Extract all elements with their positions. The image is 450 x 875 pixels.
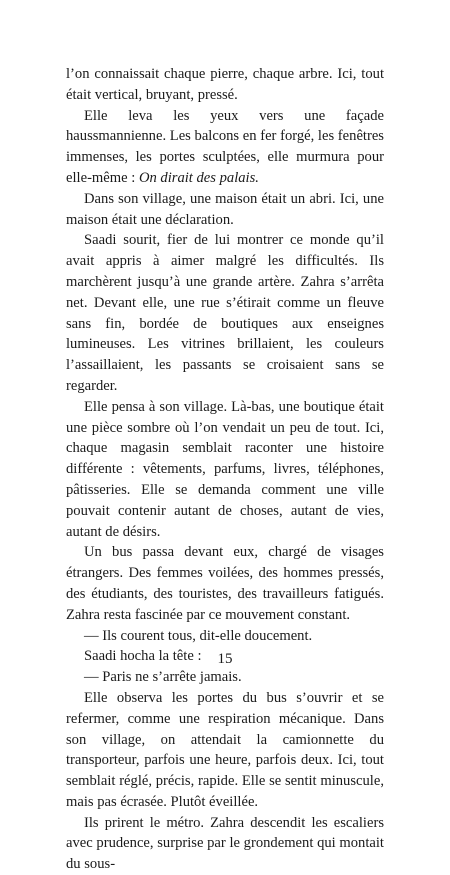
page-number: 15 xyxy=(217,651,233,667)
body-text xyxy=(66,64,384,875)
paragraph-text: Elle leva les yeux vers une façade haussmannienne. Les balcons en fer forgé, les fenêtres immenses, les portes sculptées, elle murmura pour elle-même : xyxy=(66,107,384,186)
paragraph xyxy=(66,106,384,189)
paragraph: Dans son village, une maison était un abri. Ici, une maison était une déclaration. xyxy=(66,190,384,228)
paragraph: Elle pensa à son village. Là-bas, une boutique était une pièce sombre où l’on vendait un peu de tout. Ici, chaque magasin semblait raconter une histoire différente : vêtements, parfums, livres, téléphones, pâtisseries. Elle se demanda comment une ville pouvait contenir autant de choses, autant de vies, autant de désirs. xyxy=(66,398,384,540)
paragraph: Saadi sourit, fier de lui montrer ce monde qu’il avait appris à aimer malgré les difficultés. Ils marchèrent jusqu’à une grande artère. Zahra s’arrêta net. Devant elle, une rue s’étirait comme un fleuve sans fin, bordée de boutiques aux enseignes lumineuses. Les vitrines brillaient, les couleurs l’assaillaient, les passants se croisaient sans se regarder. xyxy=(66,232,384,394)
italic-phrase: On dirait des palais. xyxy=(138,169,259,186)
dialogue-line: — Paris ne s’arrête jamais. xyxy=(84,669,242,686)
paragraph: Saadi hocha la tête : xyxy=(84,648,202,665)
paragraph: Ils prirent le métro. Zahra descendit les escaliers avec prudence, surprise par le grondement qui montait du sous- xyxy=(66,814,384,873)
paragraph: Elle observa les portes du bus s’ouvrir et se refermer, comme une respiration mécanique. Dans son village, on attendait la camionnette du transporteur, parfois une heure, parfois deux. Ici, tout semblait réglé, précis, rapide. Elle se sentit minuscule, mais pas écrasée. Plutôt éveillée. xyxy=(66,689,384,810)
dialogue-line: — Ils courent tous, dit-elle doucement. xyxy=(84,627,313,644)
paragraph: Un bus passa devant eux, chargé de visages étrangers. Des femmes voilées, des hommes pressés, des étudiants, des touristes, des travailleurs fatigués. Zahra resta fascinée par ce mouvement constant. xyxy=(66,544,384,623)
paragraph: l’on connaissait chaque pierre, chaque arbre. Ici, tout était vertical, bruyant, pressé. xyxy=(66,66,384,103)
